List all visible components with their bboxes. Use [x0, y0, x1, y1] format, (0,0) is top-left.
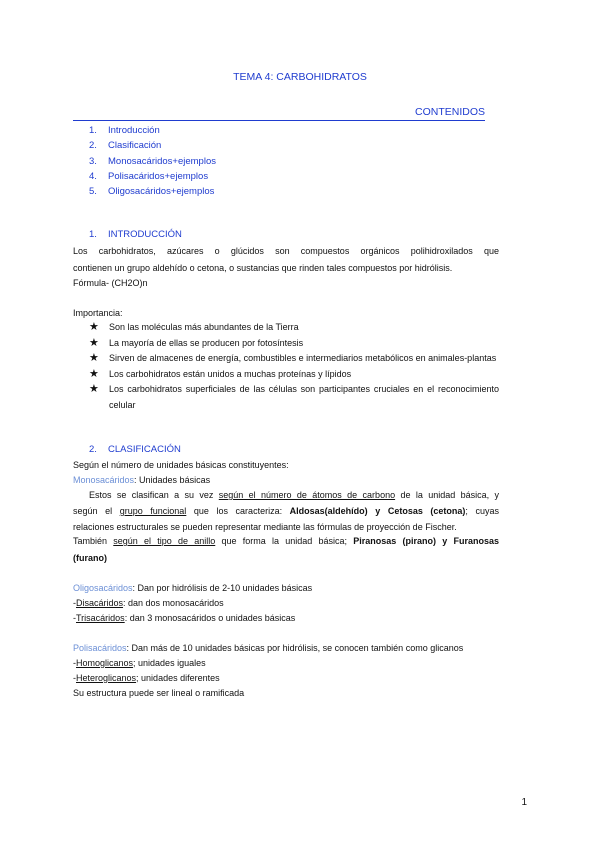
list-item: ★ Son las moléculas más abundantes de la Tierra [89, 320, 499, 336]
trisaccharides-line: -Trisacáridos: dan 3 monosacáridos o unidades básicas [73, 613, 296, 623]
toc-item[interactable]: 5. Oligosacáridos+ejemplos [89, 186, 215, 198]
page-number: 1 [521, 797, 527, 808]
oligosaccharides-line: Oligosacáridos: Dan por hidrólisis de 2-10 unidades básicas [73, 583, 313, 593]
mono-paragraph-line-1: Estos se clasifican a su vez según el número de átomos de carbono de la unidad básica, y [89, 490, 499, 500]
list-item: ★ Los carbohidratos superficiales de las células son participantes cruciales en el reconocimiento celular [89, 383, 499, 410]
intro-paragraph-line-2: contienen un grupo aldehído o cetona, o sustancias que rinden tales compuestos por hidrólisis. [73, 263, 453, 273]
oligosaccharides-term: Oligosacáridos [73, 583, 133, 593]
monosaccharides-term: Monosacáridos [73, 475, 135, 485]
black-star-icon: ★ [89, 321, 99, 333]
list-item: ★ Sirven de almacenes de energía, combustibles e intermediarios metabólicos en animales-plantas [89, 351, 499, 367]
contents-rule [73, 106, 485, 121]
contents-label: CONTENIDOS [414, 106, 485, 118]
mono-paragraph-line-3: relaciones estructurales se pueden representar mediante las fórmulas de proyección de Fischer. [73, 522, 457, 532]
section-heading-introduccion: 1. INTRODUCCIÓN [89, 229, 182, 240]
toc-item[interactable]: 1. Introducción [89, 125, 160, 136]
black-star-icon: ★ [89, 352, 99, 364]
intro-formula: Fórmula- (CH2O)n [73, 278, 148, 288]
importance-label: Importancia: [73, 308, 123, 318]
table-of-contents [89, 123, 216, 199]
intro-paragraph-line-1: Los carbohidratos, azúcares o glúcidos son compuestos orgánicos polihidroxilados que [73, 246, 499, 256]
structure-line: Su estructura puede ser lineal o ramificada [73, 688, 245, 698]
homoglycans-line: -Homoglicanos; unidades iguales [73, 658, 206, 668]
black-star-icon: ★ [89, 383, 99, 395]
page-title: TEMA 4: CARBOHIDRATOS [233, 71, 367, 83]
section-heading-clasificacion: 2. CLASIFICACIÓN [89, 444, 181, 455]
monosaccharides-line: Monosacáridos: Unidades básicas [73, 475, 211, 485]
disaccharides-line: -Disacáridos: dan dos monosacáridos [73, 598, 224, 608]
classification-intro: Según el número de unidades básicas constituyentes: [73, 460, 289, 470]
mono-paragraph-line-4: También según el tipo de anillo que forma la unidad básica; Piranosas (pirano) y Furanosas [73, 536, 499, 546]
list-item: ★ Los carbohidratos están unidos a muchas proteínas y lípidos [89, 367, 499, 383]
mono-paragraph-line-5: (furano) [73, 553, 107, 563]
polysaccharides-line: Polisacáridos: Dan más de 10 unidades básicas por hidrólisis, se conocen también como glicanos [73, 643, 464, 653]
importance-list [89, 320, 499, 413]
toc-item[interactable]: 4. Polisacáridos+ejemplos [89, 170, 209, 182]
black-star-icon: ★ [89, 367, 99, 380]
list-item: ★ La mayoría de ellas se producen por fotosíntesis [89, 336, 499, 352]
polysaccharides-term: Polisacáridos [73, 643, 127, 653]
black-star-icon: ★ [89, 336, 99, 349]
heteroglycans-line: -Heteroglicanos; unidades diferentes [73, 673, 220, 683]
toc-item[interactable]: 2. Clasificación [89, 140, 162, 152]
toc-item[interactable]: 3. Monosacáridos+ejemplos [89, 155, 216, 167]
mono-paragraph-line-2: según el grupo funcional que los caracteriza: Aldosas(aldehído) y Cetosas (cetona); cuyas [73, 506, 500, 516]
